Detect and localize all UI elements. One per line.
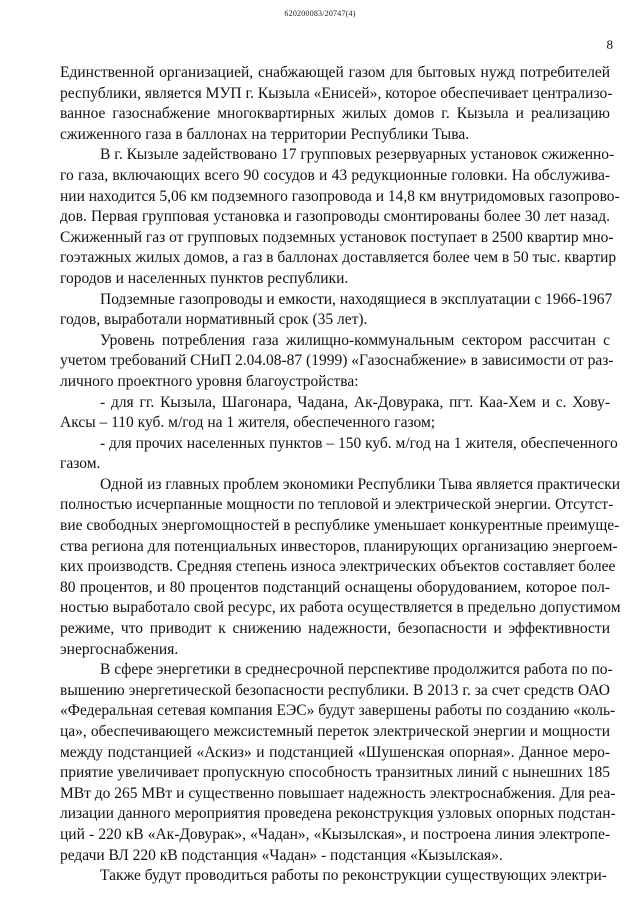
text-line: вышению энергетической безопасности республики. В 2013 г. за счет средств ОАО [60, 681, 610, 699]
text-line: Одной из главных проблем экономики Республики Тыва является практически [100, 475, 621, 493]
text-line: В г. Кызыле задействовано 17 групповых резервуарных установок сжиженно- [100, 146, 615, 164]
page-number: 8 [606, 37, 613, 52]
text-line: приятие увеличивает пропускную способность транзитных линий с нынешних 185 [60, 764, 610, 782]
text-line: полностью исчерпанные мощности по тепловой и электрической энергии. Отсутст- [60, 496, 614, 514]
text-line: Подземные газопроводы и емкости, находящиеся в эксплуатации с 1966-1967 [100, 290, 613, 308]
text-line: между подстанцией «Аскиз» и подстанцией «Шушенская опорная». Данное меро- [60, 743, 610, 761]
text-line: энергоснабжения. [60, 640, 179, 658]
text-line: гоэтажных жилых домов, а газ в баллонах доставляется более чем в 50 тыс. квартир [60, 249, 617, 267]
text-line: годов, выработали нормативный срок (35 лет). [60, 311, 368, 329]
text-line: ких производств. Средняя степень износа электрических объектов составляет более [60, 558, 616, 576]
paragraph [60, 145, 620, 289]
text-line: Аксы – 110 куб. м/год на 1 жителя, обеспеченного газом; [60, 414, 436, 432]
text-line: сжиженного газа в баллонах на территории Республики Тыва. [60, 125, 470, 143]
text-line: го газа, включающих всего 90 сосудов и 43 редукционные головки. На обслужива- [60, 166, 610, 184]
text-line: ций - 220 кВ «Ак-Довурак», «Чадан», «Кызылская», и построена линия электропе- [60, 825, 610, 843]
text-line: Сжиженный газ от групповых подземных установок поступает в 2500 квартир мно- [60, 228, 614, 246]
paragraph [60, 475, 621, 660]
text-line: Также будут проводиться работы по реконструкции существующих электри- [100, 867, 607, 885]
text-line: МВт до 265 МВт и существенно повышает надежность электроснабжения. Для реа- [60, 784, 616, 802]
text-line: лизации данного мероприятия проведена реконструкция узловых опорных подстан- [60, 805, 616, 823]
text-line: нии находится 5,06 км подземного газопровода и 14,8 км внутридомовых газопрово- [60, 187, 620, 205]
text-line: режиме, что приводит к снижению надежности, безопасности и эффективности [60, 620, 610, 638]
text-line: «Федеральная сетевая компания ЕЭС» будут завершены работы по созданию «коль- [60, 702, 616, 720]
text-line: городов и населенных пунктов республики. [60, 269, 349, 287]
paragraph [60, 63, 613, 145]
text-line: ностью выработало свой ресурс, их работа осуществляется в предельно допустимом [60, 599, 621, 617]
paragraph [60, 393, 610, 434]
text-line: республики, является МУП г. Кызыла «Енисей», которое обеспечивает централизо- [60, 84, 613, 102]
text-line: ства региона для потенциальных инвесторов, планирующих организацию энергоем- [60, 537, 618, 555]
body-text [60, 63, 621, 887]
text-line: газом. [60, 455, 101, 473]
text-line: вие свободных энергомощностей в республике уменьшает конкурентные преимуще- [60, 517, 620, 535]
text-line: ца», обеспечивающего межсистемный переток электрической энергии и мощности [60, 723, 610, 740]
paragraph [60, 434, 618, 475]
paragraph [60, 866, 610, 887]
paragraph [60, 660, 616, 866]
paragraph [60, 331, 614, 393]
paragraph [60, 290, 613, 331]
text-line: - для гг. Кызыла, Шагонара, Чадана, Ак-Довурака, пгт. Каа-Хем и с. Хову- [100, 393, 610, 411]
text-line: 80 процентов, и 80 процентов подстанций оснащены оборудованием, которое пол- [60, 578, 610, 596]
text-line: учетом требований СНиП 2.04.08-87 (1999) «Газоснабжение» в зависимости от раз- [60, 352, 614, 370]
text-line: ванное газоснабжение многоквартирных жилых домов г. Кызыла и реализацию [60, 105, 610, 123]
text-line: Единственной организацией, снабжающей газом для бытовых нужд потребителей [60, 64, 610, 81]
text-line: В сфере энергетики в среднесрочной перспективе продолжится работа по по- [100, 661, 613, 679]
text-line: редачи ВЛ 220 кВ подстанция «Чадан» - подстанция «Кызылская». [60, 846, 503, 864]
text-line: дов. Первая групповая установка и газопроводы смонтированы более 30 лет назад. [60, 208, 610, 226]
document-code: 620200083/20747(4) [284, 9, 356, 18]
text-line: - для прочих населенных пунктов – 150 куб. м/год на 1 жителя, обеспеченного [100, 434, 618, 452]
text-line: личного проектного уровня благоустройства: [60, 372, 359, 390]
text-line: Уровень потребления газа жилищно-коммунальным сектором рассчитан с [100, 331, 610, 349]
